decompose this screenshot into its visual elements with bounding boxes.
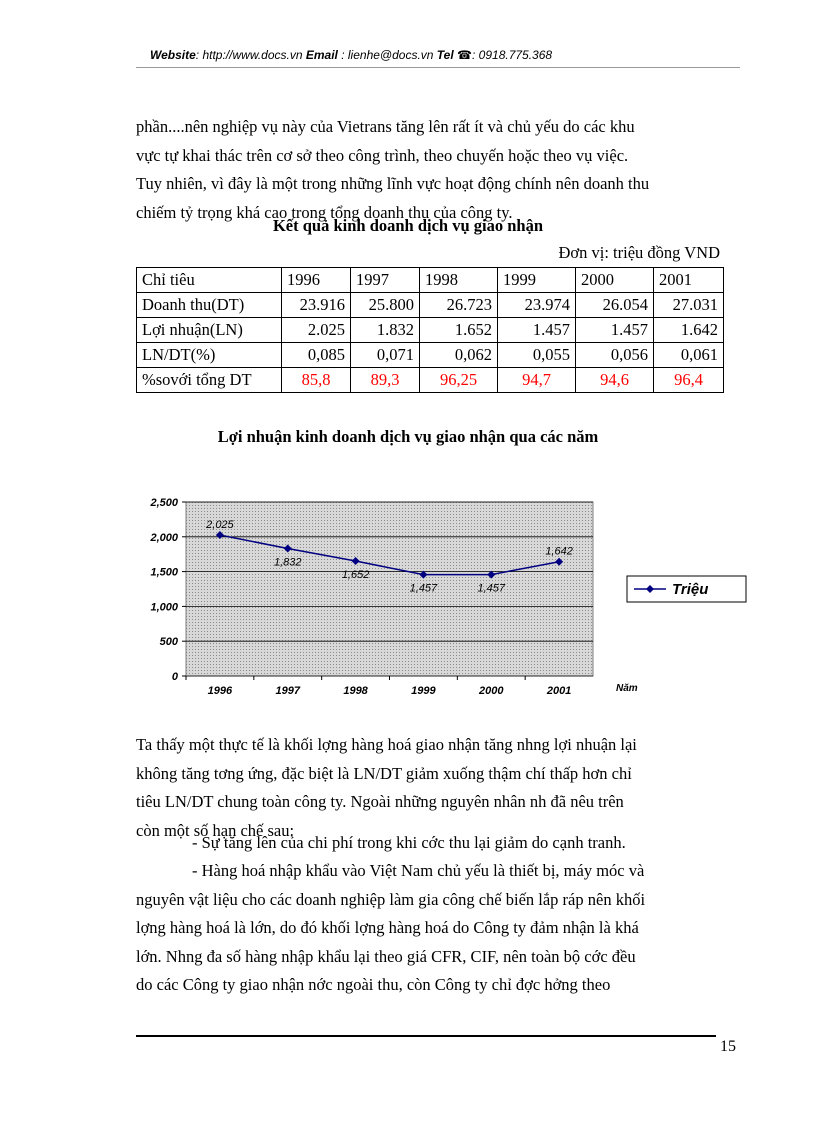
table-cell: 85,8 — [282, 368, 351, 393]
data-label: 1,642 — [545, 545, 573, 558]
table-cell: 1.457 — [576, 318, 654, 343]
text-line: Ta thấy một thực tế là khối lợng hàng hoá giao nhận tăng nhng lợi nhuận lại — [136, 735, 637, 754]
table-row — [137, 318, 724, 343]
paragraph-2 — [136, 731, 740, 845]
table-cell: 23.974 — [498, 293, 576, 318]
table-cell: 1.642 — [654, 318, 724, 343]
table-cell: 26.723 — [420, 293, 498, 318]
table-cell: 1.457 — [498, 318, 576, 343]
email-value: : lienhe@docs.vn — [341, 48, 434, 62]
page-number: 15 — [720, 1038, 736, 1055]
data-label: 1,457 — [477, 582, 506, 595]
text-line: - Sự tăng lên của chi phí trong khi cớc thu lại giảm do cạnh tranh. — [192, 833, 626, 852]
table-unit: Đơn vị: triệu đồng VND — [558, 243, 720, 262]
table-row — [137, 368, 724, 393]
table-header-cell: 1996 — [282, 268, 351, 293]
y-tick-label: 2,000 — [150, 531, 178, 544]
table-cell: 25.800 — [351, 293, 420, 318]
chart-legend — [627, 576, 746, 602]
table-row — [137, 293, 724, 318]
website-label: Website — [150, 48, 196, 62]
table-cell: 0,055 — [498, 343, 576, 368]
table-cell: 26.054 — [576, 293, 654, 318]
table-cell: Lợi nhuận(LN) — [137, 318, 282, 343]
text-line: Tuy nhiên, vì đây là một trong những lĩnh vực hoạt động chính nên doanh thu — [136, 174, 650, 193]
text-line: - Hàng hoá nhập khẩu vào Việt Nam chủ yếu là thiết bị, máy móc và — [192, 861, 645, 880]
table-cell: 96,25 — [420, 368, 498, 393]
y-tick-label: 2,500 — [150, 497, 178, 509]
phone-icon: ☎ — [457, 48, 472, 62]
paragraph-3 — [192, 829, 626, 858]
chart-title: Lợi nhuận kinh doanh dịch vụ giao nhận qua các năm — [217, 427, 599, 446]
table-cell: Doanh thu(DT) — [137, 293, 282, 318]
table-cell: 0,071 — [351, 343, 420, 368]
table-cell: 0,061 — [654, 343, 724, 368]
header-rule — [136, 67, 740, 68]
y-tick-label: 1,000 — [150, 601, 178, 614]
y-tick-label: 500 — [159, 636, 178, 649]
legend-label: Triệu — [672, 581, 709, 598]
x-tick-label: 1996 — [207, 685, 233, 697]
table-header-row — [137, 268, 724, 293]
profit-line-chart — [120, 490, 760, 710]
table-cell: 1.832 — [351, 318, 420, 343]
text-line: phần....nên nghiệp vụ này của Vietrans tăng lên rất ít và chủ yếu do các khu — [136, 117, 635, 136]
y-tick-label: 1,500 — [150, 566, 178, 579]
footer-rule — [136, 1035, 716, 1037]
table-cell: 94,7 — [498, 368, 576, 393]
x-tick-label: 1997 — [275, 685, 300, 697]
table-cell: 0,056 — [576, 343, 654, 368]
table-cell: 2.025 — [282, 318, 351, 343]
x-axis-label: Năm — [616, 683, 638, 694]
x-tick-label: 2001 — [546, 685, 572, 697]
text-line: lợng hàng hoá là lớn, do đó khối lợng hàng hoá do Công ty đảm nhận là khá — [136, 918, 639, 937]
x-tick-label: 2000 — [479, 685, 504, 697]
table-header-cell: 1998 — [420, 268, 498, 293]
results-table — [136, 267, 724, 393]
text-line: vực tự khai thác trên cơ sở theo công trình, theo chuyến hoặc theo vụ việc. — [136, 145, 629, 165]
tel-value: : 0918.775.368 — [472, 48, 553, 62]
text-line: còn một số hạn chế sau: — [136, 820, 295, 840]
text-line: nguyên vật liệu cho các doanh nghiệp làm gia công chế biến lắp ráp nên khối — [136, 889, 646, 909]
data-label: 1,832 — [273, 556, 302, 569]
table-header-cell: 2000 — [576, 268, 654, 293]
table-cell: 23.916 — [282, 293, 351, 318]
table-header-cell: 1997 — [351, 268, 420, 293]
y-tick-label: 0 — [171, 671, 178, 683]
table-cell: 1.652 — [420, 318, 498, 343]
text-line: do các Công ty giao nhận nớc ngoài thu, còn Công ty chỉ đợc hởng theo — [136, 975, 611, 994]
website-value: : http://www.docs.vn — [195, 48, 303, 62]
table-row — [137, 343, 724, 368]
x-tick-label: 1999 — [411, 685, 436, 697]
x-tick-label: 1998 — [343, 685, 368, 697]
paragraph-4 — [136, 857, 740, 1000]
email-label: Email — [305, 48, 338, 62]
table-header-cell: 2001 — [654, 268, 724, 293]
table-cell: 0,062 — [420, 343, 498, 368]
table-cell: 0,085 — [282, 343, 351, 368]
data-label: 1,457 — [409, 582, 438, 595]
text-line: chiếm tỷ trọng khá cao trong tổng doanh thu của công ty. — [136, 202, 513, 222]
table-header-cell: Chỉ tiêu — [137, 268, 282, 293]
text-line: không tăng tơng ứng, đặc biệt là LN/DT giảm xuống thậm chí thấp hơn chỉ — [136, 763, 632, 783]
table-cell: 89,3 — [351, 368, 420, 393]
text-line: tiêu LN/DT chung toàn công ty. Ngoài những nguyên nhân nh đã nêu trên — [136, 792, 624, 811]
table-cell: 27.031 — [654, 293, 724, 318]
table-cell: %sovới tổng DT — [137, 368, 282, 393]
paragraph-1 — [136, 113, 740, 227]
table-cell: 94,6 — [576, 368, 654, 393]
table-title: Kết quả kinh doanh dịch vụ giao nhận — [272, 216, 544, 235]
table-cell: LN/DT(%) — [137, 343, 282, 368]
data-label: 2,025 — [206, 519, 234, 532]
table-header-cell: 1999 — [498, 268, 576, 293]
tel-label: Tel — [436, 48, 454, 62]
text-line: lớn. Nhng đa số hàng nhập khẩu lại theo giá CFR, CIF, nên toàn bộ cớc đều — [136, 946, 636, 966]
page-header — [150, 48, 740, 62]
table-cell: 96,4 — [654, 368, 724, 393]
data-label: 1,652 — [341, 569, 370, 582]
plot-area — [186, 502, 593, 676]
